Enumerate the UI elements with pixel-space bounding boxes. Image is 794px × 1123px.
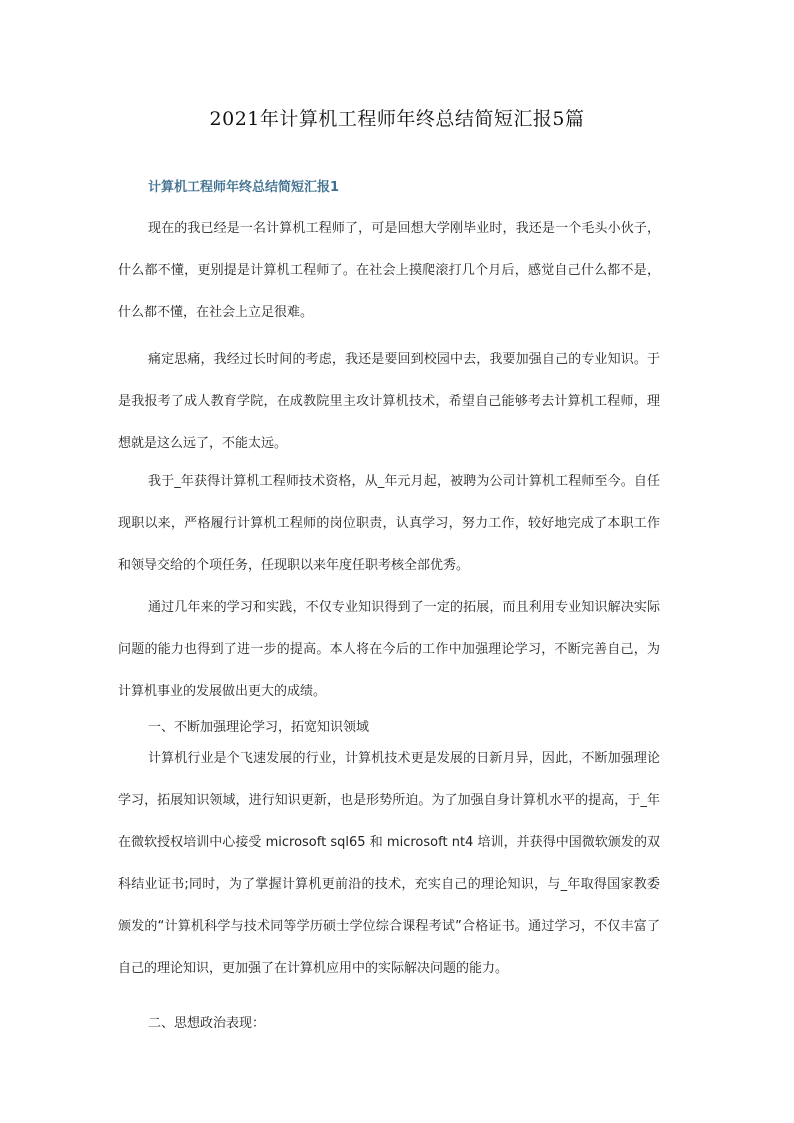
- paragraph-4: 通过几年来的学习和实践，不仅专业知识得到了一定的拓展，而且利用专业知识解决实际问题的能力也得到了进一步的提高。本人将在今后的工作中加强理论学习，不断完善自己，为计算机事业的发展做出更大的成绩。: [118, 600, 660, 699]
- paragraph-3: 我于_年获得计算机工程师技术资格，从_年元月起，被聘为公司计算机工程师至今。自任现职以来，严格履行计算机工程师的岗位职责，认真学习，努力工作，较好地完成了本职工作和领导交给的个项任务，任现职以来年度任职考核全部优秀。: [118, 474, 660, 573]
- paragraph-5: 计算机行业是个飞速发展的行业，计算机技术更是发展的日新月异，因此，不断加强理论学习，拓展知识领域，进行知识更新，也是形势所迫。为了加强自身计算机水平的提高，于_年在微软授权培训中心接受 microsoft sql65 和 microsoft nt4 培训，并获得中国微软颁发的双科结业证书;同时，为了掌握计算机更前沿的技术，充实自己的理论知识，与_年取得国家教委颁发的“计算机科学与技术同等学历硕士学位综合课程考试”合格证书。通过学习，不仅丰富了自己的理论知识，更加强了在计算机应用中的实际解决问题的能力。: [118, 751, 660, 976]
- sub-heading-political-performance: 二、思想政治表现：: [148, 1016, 266, 1031]
- section-heading: 计算机工程师年终总结简短汇报1: [148, 180, 340, 195]
- paragraph-2: 痛定思痛，我经过长时间的考虑，我还是要回到校园中去，我要加强自己的专业知识。于是我报考了成人教育学院，在成教院里主攻计算机技术，希望自己能够考去计算机工程师，理想就是这么远了，不能太远。: [118, 352, 660, 451]
- sub-heading-theory-study: 一、不断加强理论学习，拓宽知识领域: [148, 720, 370, 735]
- document-title: 2021年计算机工程师年终总结简短汇报5篇: [209, 108, 585, 130]
- paragraph-1: 现在的我已经是一名计算机工程师了，可是回想大学刚毕业时，我还是一个毛头小伙子，什么都不懂，更别提是计算机工程师了。在社会上摸爬滚打几个月后，感觉自己什么都不是，什么都不懂，在社会上立足很难。: [118, 221, 660, 320]
